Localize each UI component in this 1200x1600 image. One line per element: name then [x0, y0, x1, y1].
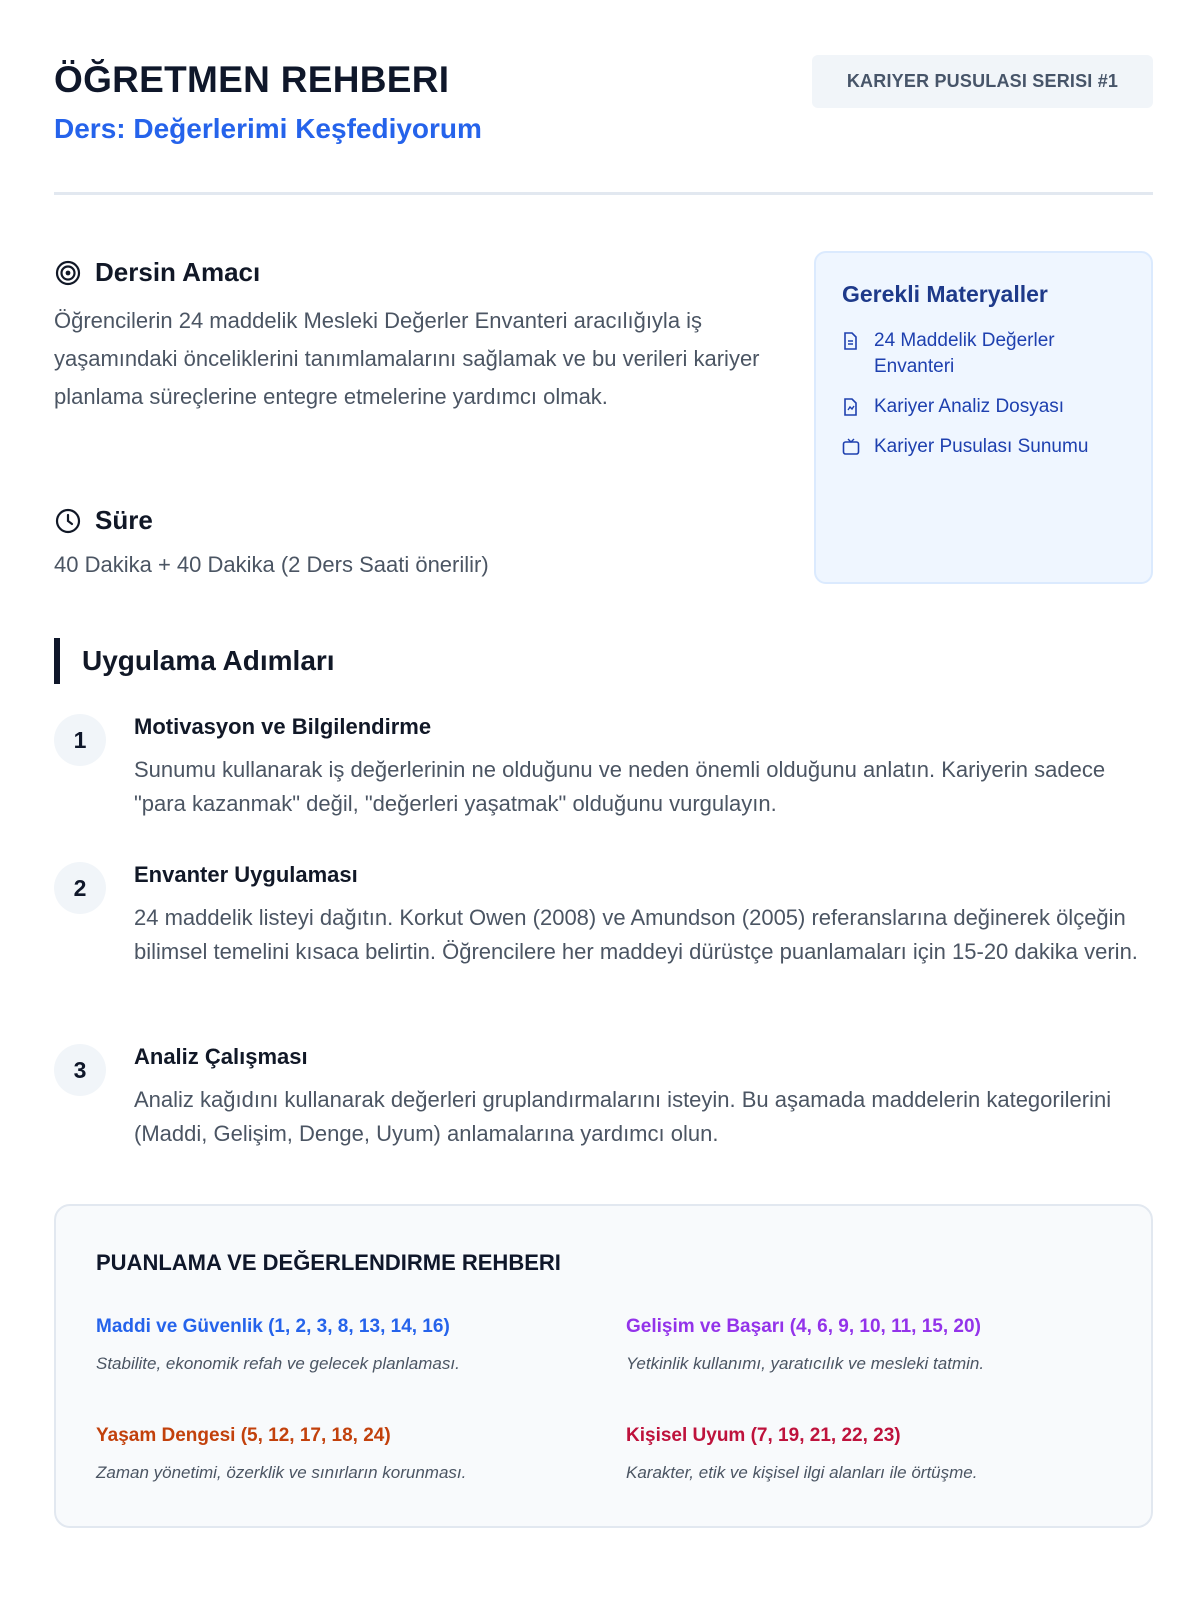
scoring-category	[96, 1316, 576, 1374]
page-header	[54, 55, 1153, 195]
category-name: Kişisel Uyum (7, 19, 21, 22, 23)	[626, 1425, 901, 1446]
step-title: Analiz Çalışması	[134, 1044, 308, 1069]
material-item	[842, 328, 1125, 380]
step-title: Motivasyon ve Bilgilendirme	[134, 714, 432, 739]
step-number: 3	[54, 1044, 106, 1096]
lesson-subtitle: Ders: Değerlerimi Keşfediyorum	[54, 113, 482, 144]
scoring-category	[626, 1425, 1106, 1483]
clock-icon	[54, 507, 82, 535]
steps-heading-label: Uygulama Adımları	[82, 645, 335, 676]
category-name: Maddi ve Güvenlik (1, 2, 3, 8, 13, 14, 16)	[96, 1316, 450, 1337]
aim-heading	[54, 257, 260, 288]
analysis-file-icon	[842, 394, 862, 420]
document-icon	[842, 328, 862, 354]
scoring-category	[96, 1425, 576, 1483]
materials-box	[814, 251, 1153, 584]
series-badge: KARIYER PUSULASI SERISI #1	[812, 55, 1153, 108]
page-title: ÖĞRETMEN REHBERI	[54, 59, 450, 100]
step-title: Envanter Uygulaması	[134, 862, 358, 887]
scoring-guide-box	[54, 1204, 1153, 1528]
material-label: 24 Maddelik Değerler Envanteri	[874, 330, 1055, 377]
teacher-guide-page	[54, 0, 1153, 1600]
duration-text: 40 Dakika + 40 Dakika (2 Ders Saati önerilir)	[54, 552, 489, 577]
category-desc: Stabilite, ekonomik refah ve gelecek planlaması.	[96, 1354, 460, 1373]
step-text: Analiz kağıdını kullanarak değerleri gruplandırmalarını isteyin. Bu aşamada maddelerin kategorilerini (Maddi, Gelişim, Denge, Uyum) anlamalarına yardımcı olun.	[134, 1087, 1112, 1146]
presentation-icon	[842, 434, 862, 460]
duration-heading-label: Süre	[95, 505, 153, 535]
scoring-category	[626, 1316, 1106, 1374]
category-desc: Karakter, etik ve kişisel ilgi alanları ile örtüşme.	[626, 1463, 978, 1482]
category-name: Yaşam Dengesi (5, 12, 17, 18, 24)	[96, 1425, 391, 1446]
materials-heading: Gerekli Materyaller	[842, 281, 1048, 307]
step-text: 24 maddelik listeyi dağıtın. Korkut Owen (2008) ve Amundson (2005) referanslarına değinerek ölçeğin bilimsel temelini kısaca belirtin. Öğrencilere her maddeyi dürüstçe puanlamaları için 15-20 dakika verin.	[134, 905, 1138, 964]
material-item	[842, 394, 1125, 420]
materials-list	[842, 328, 1125, 460]
duration-heading	[54, 505, 153, 536]
aim-heading-label: Dersin Amacı	[95, 257, 261, 287]
material-item	[842, 434, 1125, 460]
step-number: 1	[54, 714, 106, 766]
aim-text: Öğrencilerin 24 maddelik Mesleki Değerler Envanteri aracılığıyla iş yaşamındaki önceliklerini tanımlamalarını sağlamak ve bu verileri kariyer planlama süreçlerine entegre etmelerine yardımcı olmak.	[54, 308, 760, 409]
target-icon	[54, 259, 82, 287]
material-label: Kariyer Analiz Dosyası	[874, 396, 1065, 417]
category-desc: Zaman yönetimi, özerklik ve sınırların korunması.	[96, 1463, 467, 1482]
scoring-heading: PUANLAMA VE DEĞERLENDIRME REHBERI	[96, 1250, 561, 1275]
material-label: Kariyer Pusulası Sunumu	[874, 436, 1089, 457]
steps-heading	[54, 638, 335, 684]
step-text: Sunumu kullanarak iş değerlerinin ne olduğunu ve neden önemli olduğunu anlatın. Kariyerin sadece "para kazanmak" değil, "değerleri yaşatmak" olduğunu vurgulayın.	[134, 757, 1106, 816]
category-name: Gelişim ve Başarı (4, 6, 9, 10, 11, 15, 20)	[626, 1316, 981, 1337]
category-desc: Yetkinlik kullanımı, yaratıcılık ve mesleki tatmin.	[626, 1354, 985, 1373]
step-number: 2	[54, 862, 106, 914]
